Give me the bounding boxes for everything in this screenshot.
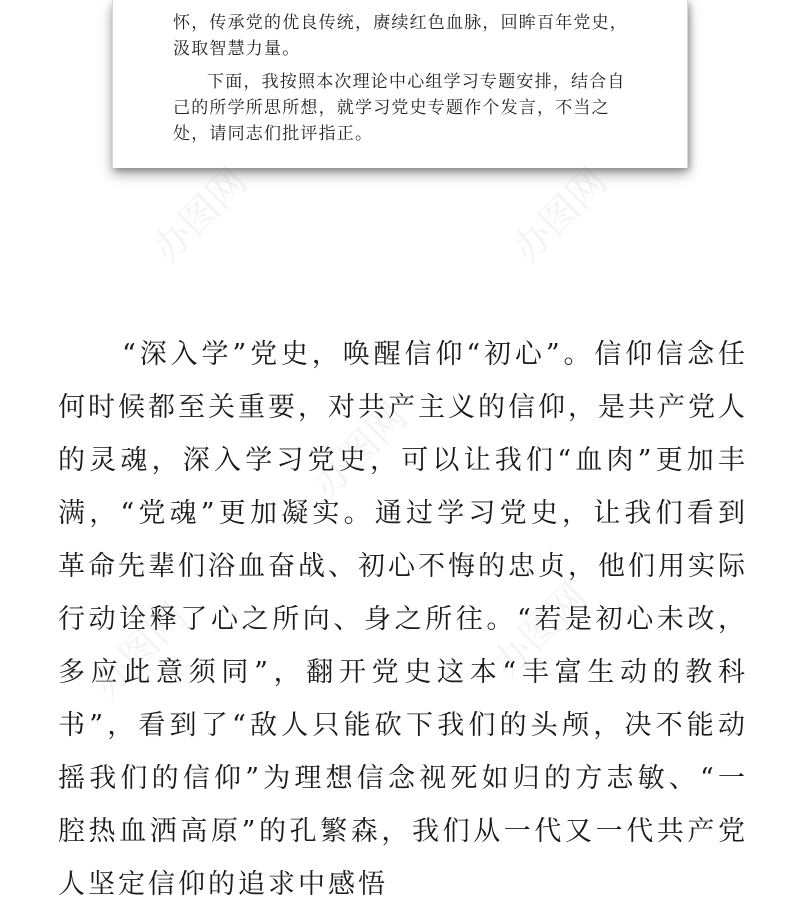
watermark-text: 办图网	[503, 159, 616, 271]
preview-paragraph-2: 下面，我按照本次理论中心组学习专题安排，结合自己的所学所思所想，就学习党史专题作个发言，不当之处，请同志们批评指正。	[173, 72, 626, 144]
watermark-text: 办图网	[83, 594, 196, 706]
watermark-text: 办图网	[483, 574, 596, 686]
preview-line-1: 怀，传承党的优良传统，赓续红色血脉，回眸百年党史，	[173, 13, 628, 33]
watermark-text: 办图网	[143, 159, 256, 271]
body-paragraph: “深入学”党史，唤醒信仰“初心”。信仰信念任何时候都至关重要，对共产主义的信仰，是共产党人的灵魂，深入学习党史，可以让我们“血肉”更加丰满，“党魂”更加凝实。通过学习党史，让我们看到革命先辈们浴血奋战、初心不悔的忠贞，他们用实际行动诠释了心之所向、身之所往。“若是初心未改，多应此意须同”，翻开党史这本“丰富生动的教科书”，看到了“敌人只能砍下我们的头颅，决不能动摇我们的信仰”为理想信念视死如归的方志敏、“一腔热血洒高原”的孔繁森，我们从一代又一代共产党人坚定信仰的追求中感悟	[58, 339, 748, 900]
page-preview-text	[173, 10, 635, 147]
document-page-preview	[112, 0, 688, 168]
watermark-text: 办图网	[303, 394, 416, 506]
preview-line-2: 汲取智慧力量。	[173, 39, 301, 59]
